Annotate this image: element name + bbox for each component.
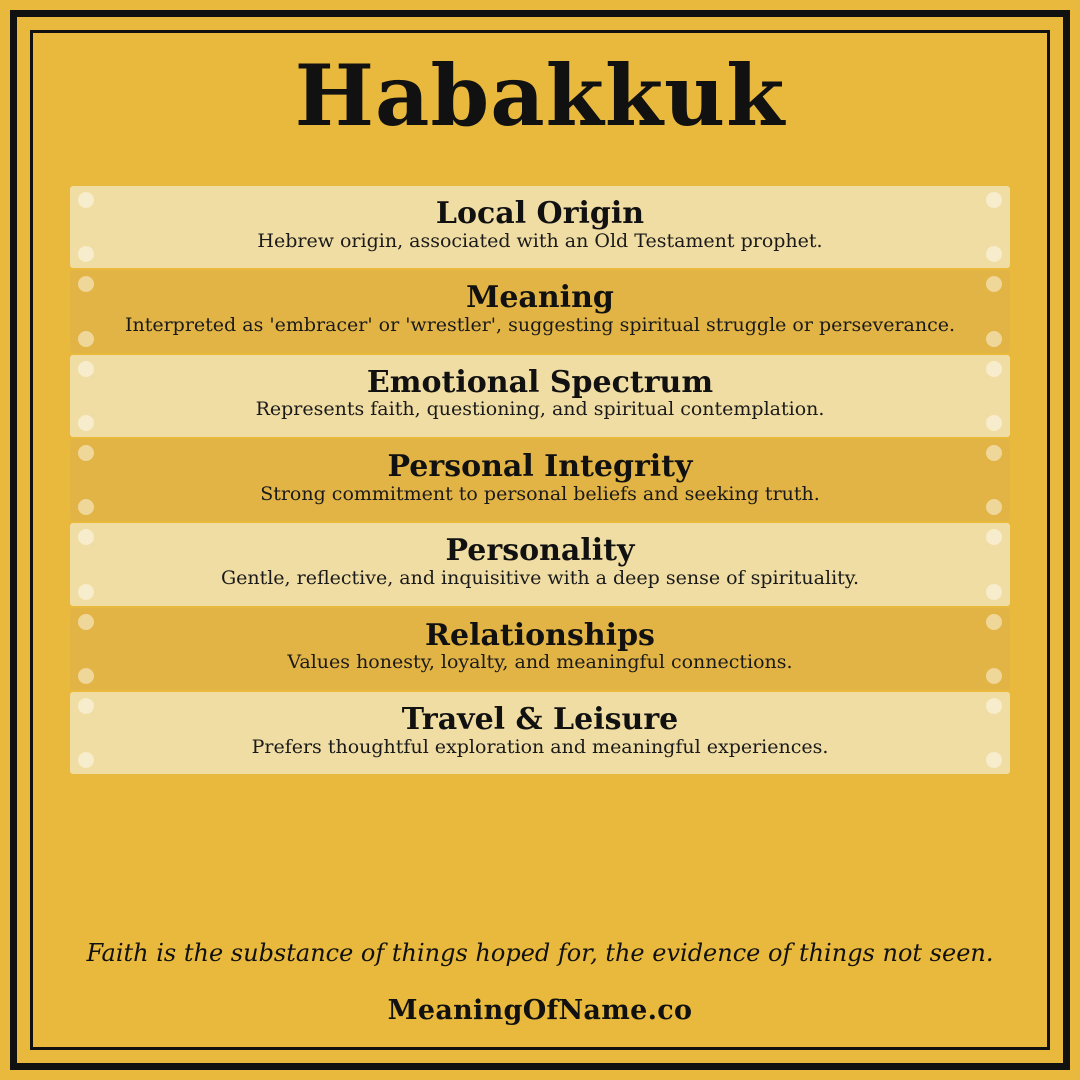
section-title: Relationships <box>425 617 655 653</box>
section-description: Prefers thoughtful exploration and meaningful experiences. <box>251 735 829 758</box>
notch-icon <box>986 415 1002 431</box>
notch-icon <box>986 752 1002 768</box>
section-title: Meaning <box>466 280 614 316</box>
section-title: Personality <box>445 533 635 569</box>
notch-icon <box>78 668 94 684</box>
notch-icon <box>78 499 94 515</box>
section-card-relationships <box>70 608 1010 690</box>
poster-content <box>40 36 1040 1044</box>
section-card-emotional-spectrum <box>70 355 1010 437</box>
section-description: Interpreted as 'embracer' or 'wrestler', suggesting spiritual struggle or perseverance. <box>124 313 956 336</box>
notch-icon <box>78 584 94 600</box>
notch-icon <box>986 246 1002 262</box>
section-card-travel-leisure <box>70 692 1010 774</box>
notch-icon <box>78 246 94 262</box>
brand-name: MeaningOfName.co <box>387 995 693 1026</box>
sections-list <box>40 186 1040 776</box>
notch-icon <box>986 584 1002 600</box>
section-card-meaning <box>70 270 1010 352</box>
section-title: Emotional Spectrum <box>366 364 714 400</box>
section-description: Values honesty, loyalty, and meaningful connections. <box>287 651 793 674</box>
section-card-personality <box>70 523 1010 605</box>
notch-icon <box>78 415 94 431</box>
section-card-local-origin <box>70 186 1010 268</box>
footer <box>40 939 1040 1044</box>
notch-icon <box>986 668 1002 684</box>
section-description: Strong commitment to personal beliefs and seeking truth. <box>260 482 820 505</box>
section-card-personal-integrity <box>70 439 1010 521</box>
section-title: Personal Integrity <box>387 449 693 485</box>
page-title: Habakkuk <box>294 46 786 145</box>
section-description: Hebrew origin, associated with an Old Testament prophet. <box>257 229 823 252</box>
notch-icon <box>986 499 1002 515</box>
notch-icon <box>986 331 1002 347</box>
section-title: Travel & Leisure <box>401 702 679 738</box>
section-title: Local Origin <box>435 196 645 231</box>
footer-quote: Faith is the substance of things hoped for, the evidence of things not seen. <box>86 939 994 967</box>
notch-icon <box>78 331 94 347</box>
notch-icon <box>78 752 94 768</box>
section-description: Represents faith, questioning, and spiritual contemplation. <box>255 398 825 421</box>
section-description: Gentle, reflective, and inquisitive with a deep sense of spirituality. <box>220 566 860 589</box>
